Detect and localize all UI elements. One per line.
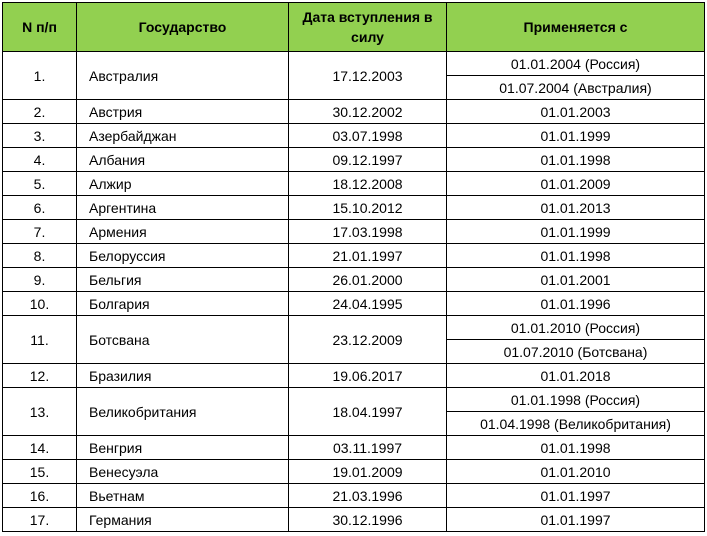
cell-applies: 01.04.1998 (Великобритания): [447, 412, 705, 436]
table-row: [3, 196, 705, 220]
table-row: [3, 244, 705, 268]
table-row: [3, 388, 705, 412]
cell-date: 19.01.2009: [289, 460, 447, 484]
cell-applies: 01.01.1997: [447, 484, 705, 508]
table-row: [3, 268, 705, 292]
cell-applies: 01.01.2004 (Россия): [447, 52, 705, 76]
cell-num: 15.: [3, 460, 77, 484]
cell-country: Бельгия: [77, 268, 289, 292]
table-row: [3, 484, 705, 508]
cell-country: Германия: [77, 508, 289, 532]
cell-num: 10.: [3, 292, 77, 316]
cell-country: Австралия: [77, 52, 289, 100]
cell-applies: 01.01.2018: [447, 364, 705, 388]
cell-date: 18.12.2008: [289, 172, 447, 196]
cell-country: Албания: [77, 148, 289, 172]
cell-applies: 01.01.2003: [447, 100, 705, 124]
cell-num: 13.: [3, 388, 77, 436]
cell-applies: 01.01.1998: [447, 436, 705, 460]
cell-date: 21.03.1996: [289, 484, 447, 508]
cell-num: 2.: [3, 100, 77, 124]
table-row: [3, 508, 705, 532]
cell-applies: 01.01.1998: [447, 148, 705, 172]
table-row: [3, 220, 705, 244]
cell-num: 7.: [3, 220, 77, 244]
cell-num: 12.: [3, 364, 77, 388]
cell-date: 30.12.1996: [289, 508, 447, 532]
cell-country: Австрия: [77, 100, 289, 124]
cell-num: 9.: [3, 268, 77, 292]
treaty-table: [2, 2, 705, 532]
cell-country: Армения: [77, 220, 289, 244]
cell-applies: 01.01.2001: [447, 268, 705, 292]
table-row: [3, 172, 705, 196]
header-applies: Применяется с: [447, 3, 705, 52]
cell-applies: 01.01.2009: [447, 172, 705, 196]
table-row: [3, 148, 705, 172]
cell-date: 03.11.1997: [289, 436, 447, 460]
cell-date: 30.12.2002: [289, 100, 447, 124]
cell-country: Великобритания: [77, 388, 289, 436]
cell-num: 14.: [3, 436, 77, 460]
cell-date: 19.06.2017: [289, 364, 447, 388]
cell-country: Венгрия: [77, 436, 289, 460]
cell-country: Аргентина: [77, 196, 289, 220]
cell-num: 17.: [3, 508, 77, 532]
table-row: [3, 436, 705, 460]
cell-date: 09.12.1997: [289, 148, 447, 172]
cell-num: 6.: [3, 196, 77, 220]
cell-date: 15.10.2012: [289, 196, 447, 220]
cell-applies: 01.07.2004 (Австралия): [447, 76, 705, 100]
cell-country: Азербайджан: [77, 124, 289, 148]
cell-date: 26.01.2000: [289, 268, 447, 292]
cell-date: 03.07.1998: [289, 124, 447, 148]
table-row: [3, 460, 705, 484]
cell-num: 8.: [3, 244, 77, 268]
cell-applies: 01.01.1998 (Россия): [447, 388, 705, 412]
cell-applies: 01.01.1997: [447, 508, 705, 532]
table-row: [3, 316, 705, 340]
cell-applies: 01.01.1999: [447, 124, 705, 148]
cell-country: Ботсвана: [77, 316, 289, 364]
header-date: Дата вступления в силу: [289, 3, 447, 52]
cell-date: 17.03.1998: [289, 220, 447, 244]
cell-date: 24.04.1995: [289, 292, 447, 316]
table-row: [3, 292, 705, 316]
cell-country: Бразилия: [77, 364, 289, 388]
cell-date: 18.04.1997: [289, 388, 447, 436]
header-row: [3, 3, 705, 52]
cell-num: 4.: [3, 148, 77, 172]
cell-applies: 01.01.1999: [447, 220, 705, 244]
cell-num: 5.: [3, 172, 77, 196]
header-country: Государство: [77, 3, 289, 52]
cell-applies: 01.01.1996: [447, 292, 705, 316]
cell-country: Вьетнам: [77, 484, 289, 508]
cell-date: 17.12.2003: [289, 52, 447, 100]
table-row: [3, 100, 705, 124]
cell-country: Алжир: [77, 172, 289, 196]
cell-applies: 01.01.2013: [447, 196, 705, 220]
table-body: [3, 52, 705, 532]
cell-num: 11.: [3, 316, 77, 364]
cell-country: Болгария: [77, 292, 289, 316]
cell-country: Венесуэла: [77, 460, 289, 484]
cell-applies: 01.07.2010 (Ботсвана): [447, 340, 705, 364]
cell-num: 3.: [3, 124, 77, 148]
table-row: [3, 52, 705, 76]
cell-date: 23.12.2009: [289, 316, 447, 364]
cell-date: 21.01.1997: [289, 244, 447, 268]
cell-num: 1.: [3, 52, 77, 100]
cell-country: Белоруссия: [77, 244, 289, 268]
header-num: N п/п: [3, 3, 77, 52]
cell-applies: 01.01.2010: [447, 460, 705, 484]
cell-applies: 01.01.1998: [447, 244, 705, 268]
cell-num: 16.: [3, 484, 77, 508]
cell-applies: 01.01.2010 (Россия): [447, 316, 705, 340]
table-row: [3, 364, 705, 388]
table-row: [3, 124, 705, 148]
